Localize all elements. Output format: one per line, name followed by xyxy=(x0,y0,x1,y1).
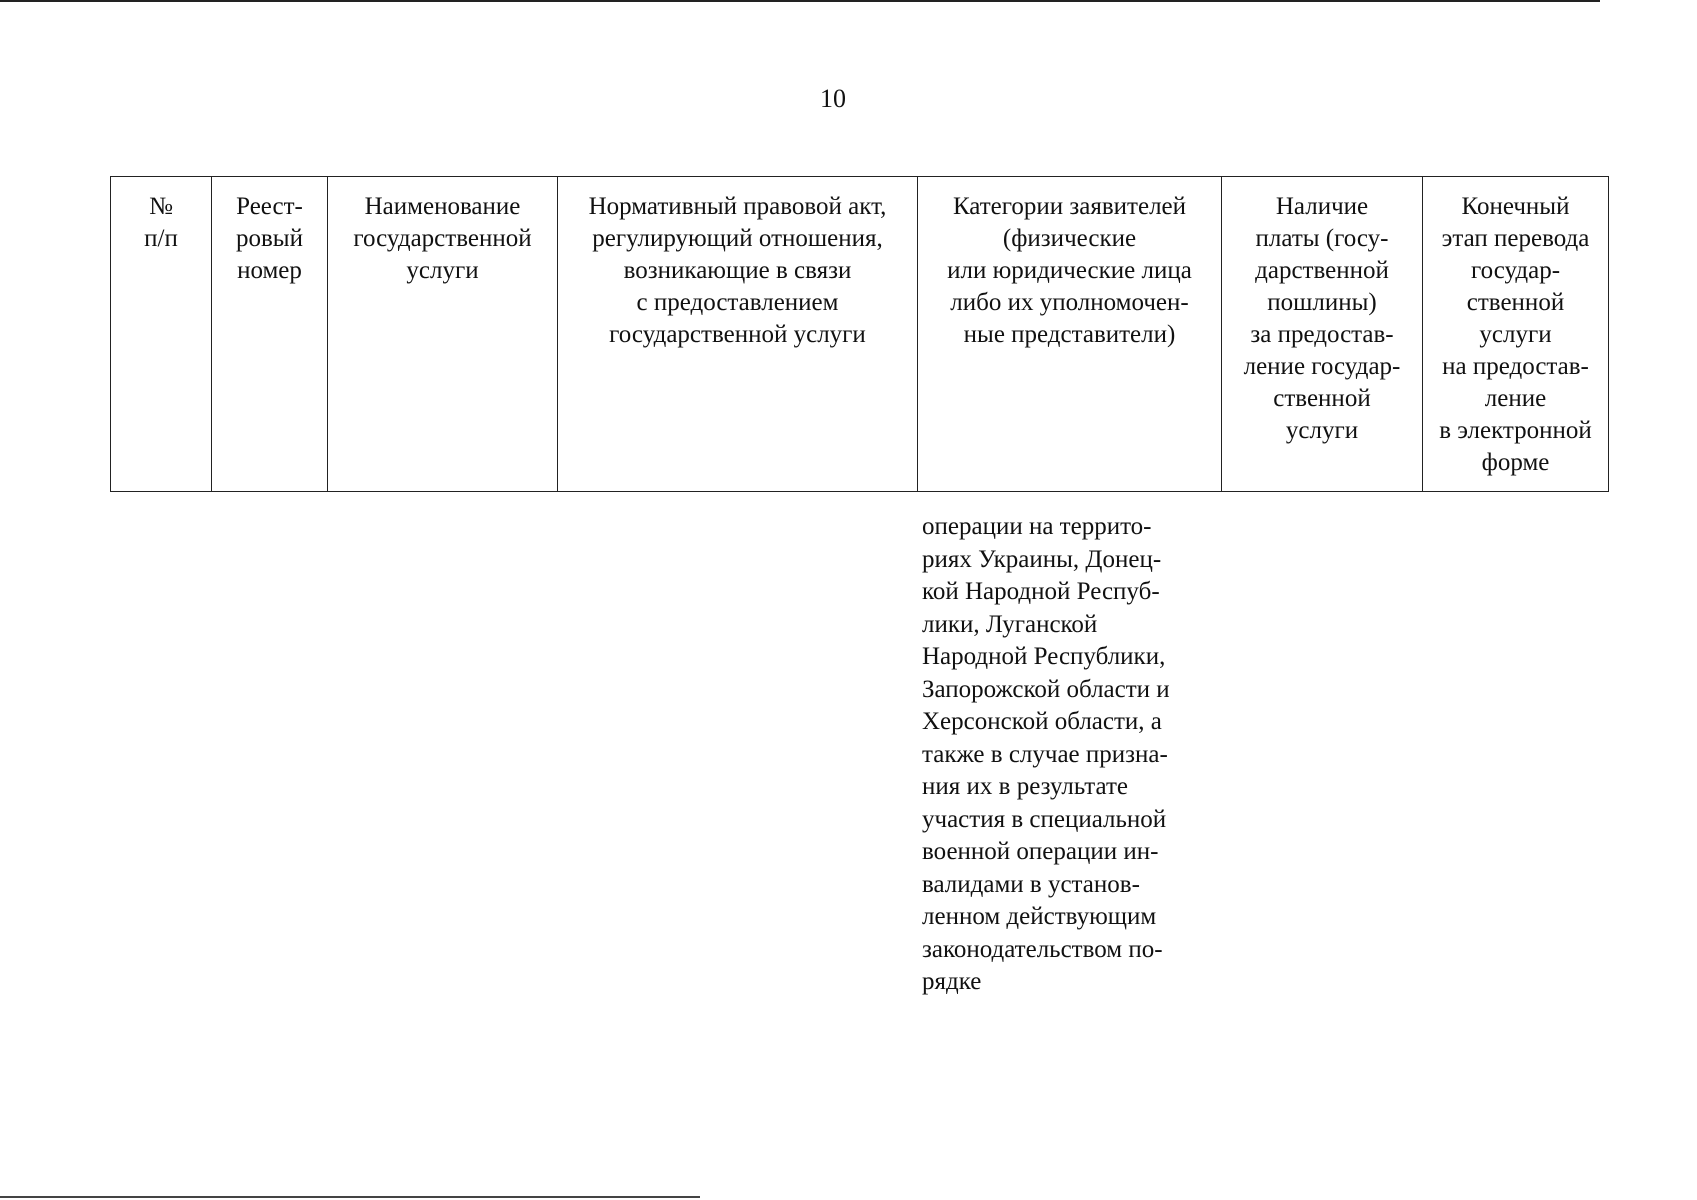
scan-bottom-edge xyxy=(0,1196,700,1198)
column-fee-label: Наличие платы (госу- дарственной пошлины) за предостав- ление государ- ственной услуги xyxy=(1243,193,1401,444)
column-legal-act-label: Нормативный правовой акт, регулирующий отношения, возникающие в связи с предоставлением государственной услуги xyxy=(588,193,887,348)
applicant-categories-continuation: операции на террито- риях Украины, Донец- кой Народной Респуб- лики, Луганской Народной Республики, Запорожской области и Херсонской области, а также в случае призна- ния их в результате участия в специальной военной операции ин- валидами в установ- ленном действующим законодательством по- рядке xyxy=(922,513,1170,995)
column-electronic-stage-label: Конечный этап перевода государ- ственной услуги на предостав- ление в электронной форме xyxy=(1439,193,1592,476)
column-fee-header xyxy=(1222,177,1423,492)
page-number: 10 xyxy=(820,84,846,113)
column-electronic-stage-header xyxy=(1423,177,1609,492)
table-header-row xyxy=(111,177,1609,492)
column-service-name-label: Наименование государственной услуги xyxy=(353,193,532,284)
column-registry-number-label: Реест- ровый номер xyxy=(236,193,303,284)
scan-top-edge xyxy=(0,0,1600,2)
column-applicant-categories-header xyxy=(918,177,1222,492)
column-number-header xyxy=(111,177,212,492)
column-service-name-header xyxy=(328,177,558,492)
column-legal-act-header xyxy=(558,177,918,492)
services-header-table xyxy=(110,176,1609,492)
column-applicant-categories-label: Категории заявителей (физические или юридические лица либо их уполномочен- ные представители) xyxy=(947,193,1192,348)
column-registry-number-header xyxy=(212,177,328,492)
column-number-label: № п/п xyxy=(144,193,178,252)
